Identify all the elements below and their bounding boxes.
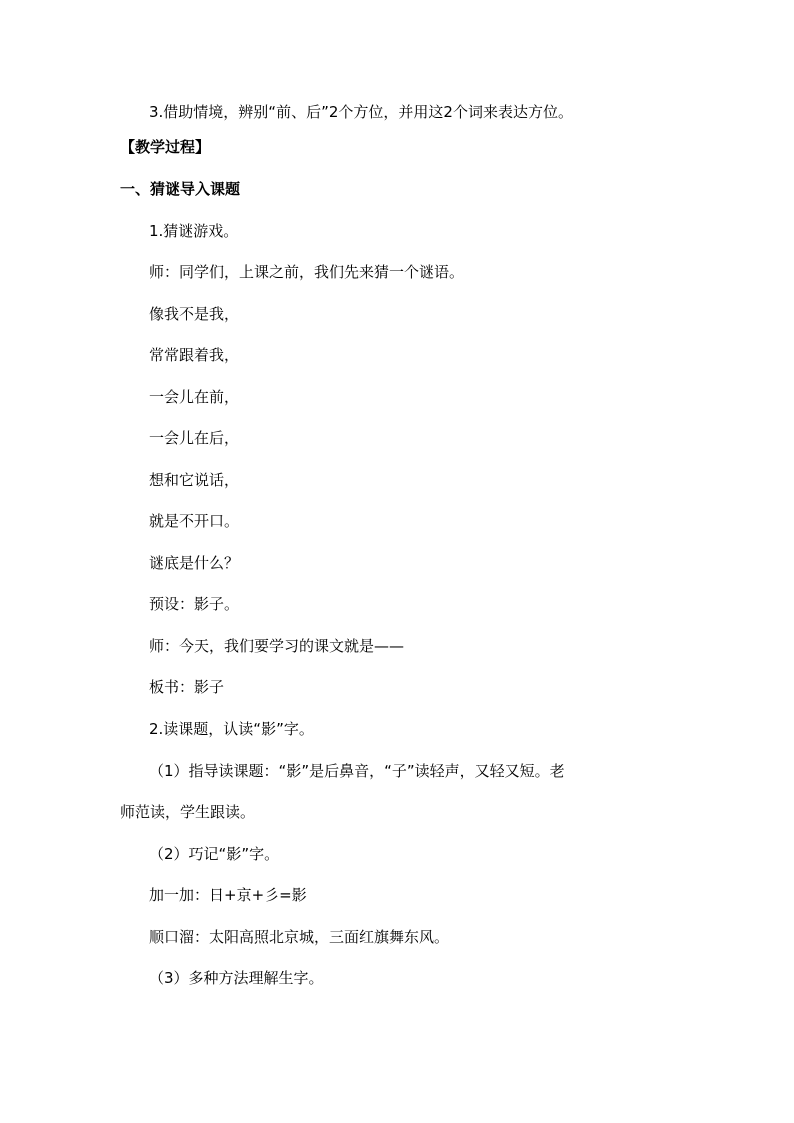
guide-reading-line-1: （1）指导读课题：“影”是后鼻音，“子”读轻声，又轻又短。老 [149, 762, 565, 780]
preset-answer: 预设：影子。 [149, 595, 240, 613]
step-1: 1.猜谜游戏。 [149, 222, 239, 240]
riddle-line: 一会儿在前， [149, 388, 240, 406]
teacher-intro: 师：同学们，上课之前，我们先来猜一个谜语。 [149, 263, 465, 281]
memorize-char: （2）巧记“影”字。 [149, 845, 280, 863]
riddle-question: 谜底是什么？ [149, 554, 240, 572]
add-method: 加一加：日+京+彡=影 [149, 886, 307, 904]
step-2: 2.读课题，认读“影”字。 [149, 720, 314, 738]
section-heading: 【教学过程】 [120, 138, 211, 156]
riddle-line: 想和它说话， [149, 471, 240, 489]
board-writing: 板书：影子 [149, 678, 225, 696]
riddle-line: 常常跟着我， [149, 346, 240, 364]
riddle-line: 就是不开口。 [149, 512, 240, 530]
teacher-today: 师：今天，我们要学习的课文就是—— [149, 637, 405, 655]
guide-reading-line-2: 师范读，学生跟读。 [120, 803, 256, 821]
riddle-line: 像我不是我， [149, 305, 240, 323]
riddle-line: 一会儿在后， [149, 429, 240, 447]
objective-3: 3.借助情境，辨别“前、后”2个方位，并用这2个词来表达方位。 [149, 103, 573, 121]
rhyme: 顺口溜：太阳高照北京城，三面红旗舞东风。 [149, 928, 450, 946]
multi-methods: （3）多种方法理解生字。 [149, 969, 324, 987]
part-one-heading: 一、猜谜导入课题 [120, 180, 241, 198]
